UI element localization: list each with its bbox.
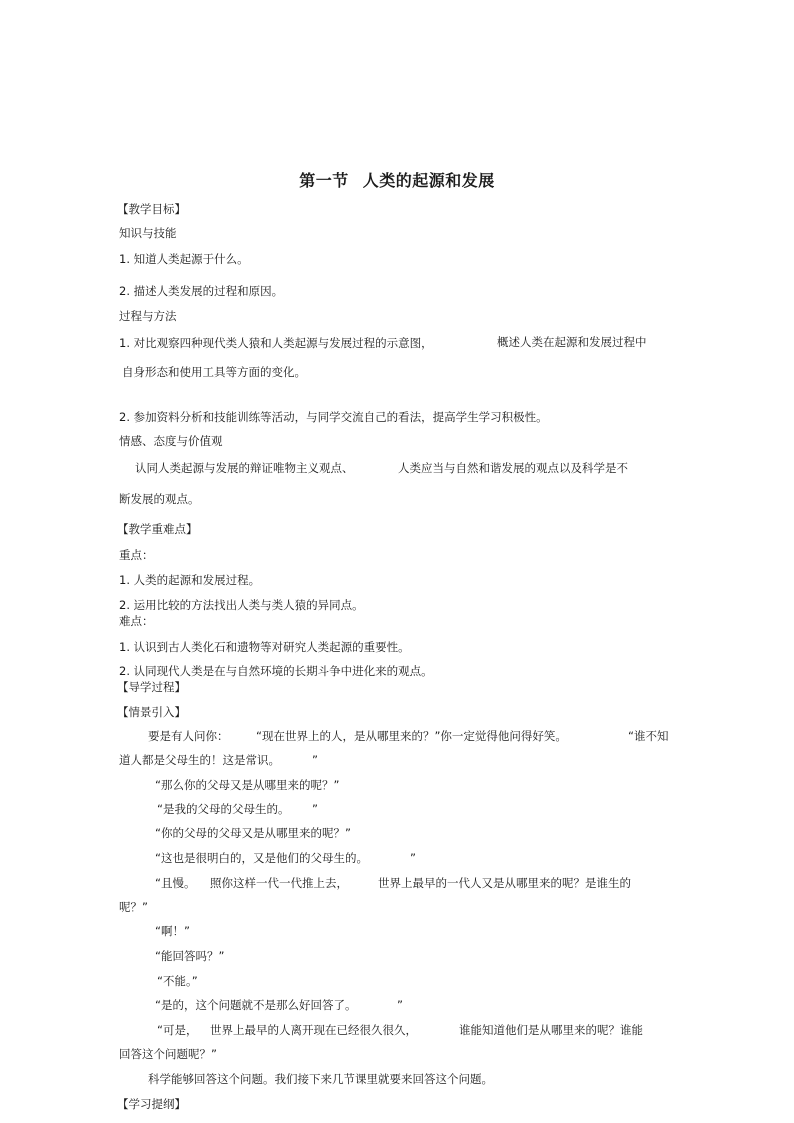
dialogue-11b: 世界上最早的人离开现在已经很久很久， (210, 1023, 417, 1037)
dialogue-11a: “可是， (157, 1023, 198, 1037)
difficult-item-1: 1. 认识到古人类化石和遗物等对研究人类起源的重要性。 (119, 640, 410, 654)
process-item-1b: 概述人类在起源和发展过程中 (497, 335, 647, 349)
dialogue-12: 科学能够回答这个问题。我们接下来几节课里就要来回答这个问题。 (148, 1072, 493, 1086)
dialogue-11c: 谁能知道他们是从哪里来的呢？谁能 (459, 1023, 643, 1037)
scene-heading: 【情景引入】 (117, 705, 186, 719)
dialogue-1e: ” (312, 753, 318, 767)
dialogue-8: “能回答吗？” (155, 949, 225, 963)
emotion-item-1c: 断发展的观点。 (119, 492, 200, 506)
dialogue-2: “那么你的父母又是从哪里来的呢？” (155, 778, 340, 792)
knowledge-heading: 知识与技能 (119, 226, 177, 240)
knowledge-item-1: 1. 知道人类起源于什么。 (119, 252, 249, 266)
objectives-heading: 【教学目标】 (117, 202, 186, 216)
process-heading: 过程与方法 (119, 309, 177, 323)
outline-heading: 【学习提纲】 (117, 1097, 186, 1111)
title-section-number: 第一节 (299, 171, 349, 190)
process-item-2: 2. 参加资料分析和技能训练等活动，与同学交流自己的看法，提高学生学习积极性。 (119, 410, 548, 424)
emotion-item-1b: 人类应当与自然和谐发展的观点以及科学是不 (398, 461, 628, 475)
dialogue-10b: ” (397, 998, 403, 1012)
dialogue-4: “你的父母的父母又是从哪里来的呢？” (155, 826, 351, 840)
dialogue-1b: “现在世界上的人，是从哪里来的？”你一定觉得他问得好笑。 (256, 729, 567, 743)
dialogue-7: “啊！” (155, 924, 190, 938)
difficult-item-2: 2. 认同现代人类是在与自然环境的长期斗争中进化来的观点。 (119, 664, 433, 678)
dialogue-5b: ” (410, 851, 416, 865)
process-item-1c: 自身形态和使用工具等方面的变化。 (122, 365, 306, 379)
dialogue-3b: ” (312, 802, 318, 816)
emotion-item-1a: 认同人类起源与发展的辩证唯物主义观点、 (135, 461, 354, 475)
process-item-1a: 1. 对比观察四种现代类人猿和人类起源与发展过程的示意图， (119, 336, 433, 350)
dialogue-9: “不能。” (157, 974, 198, 988)
emotion-heading: 情感、态度与价值观 (119, 434, 223, 448)
dialogue-5a: “这也是很明白的，又是他们的父母生的。 (155, 851, 368, 865)
dialogue-6b: 照你这样一代一代推上去， (210, 876, 348, 890)
page-title (0, 168, 794, 191)
title-topic: 人类的起源和发展 (362, 171, 495, 190)
dialogue-1c: “谁不知 (628, 729, 669, 743)
knowledge-item-2: 2. 描述人类发展的过程和原因。 (119, 284, 284, 298)
dialogue-1d: 道人都是父母生的！这是常识。 (119, 753, 280, 767)
keypoints-heading: 【教学重难点】 (117, 522, 198, 536)
dialogue-3a: “是我的父母的父母生的。 (157, 802, 290, 816)
key-item-2: 2. 运用比较的方法找出人类与类人猿的异同点。 (119, 598, 364, 612)
difficult-label: 难点： (119, 614, 154, 628)
guide-heading: 【导学过程】 (117, 680, 186, 694)
dialogue-1a: 要是有人问你： (148, 729, 229, 743)
dialogue-11d: 回答这个问题呢？” (119, 1047, 217, 1061)
key-item-1: 1. 人类的起源和发展过程。 (119, 573, 261, 587)
dialogue-6a: “且慢。 (155, 876, 196, 890)
key-label: 重点： (119, 548, 154, 562)
dialogue-10a: “是的，这个问题就不是那么好回答了。 (155, 998, 357, 1012)
dialogue-6d: 呢？” (119, 900, 148, 914)
dialogue-6c: 世界上最早的一代人又是从哪里来的呢？是谁生的 (378, 876, 631, 890)
